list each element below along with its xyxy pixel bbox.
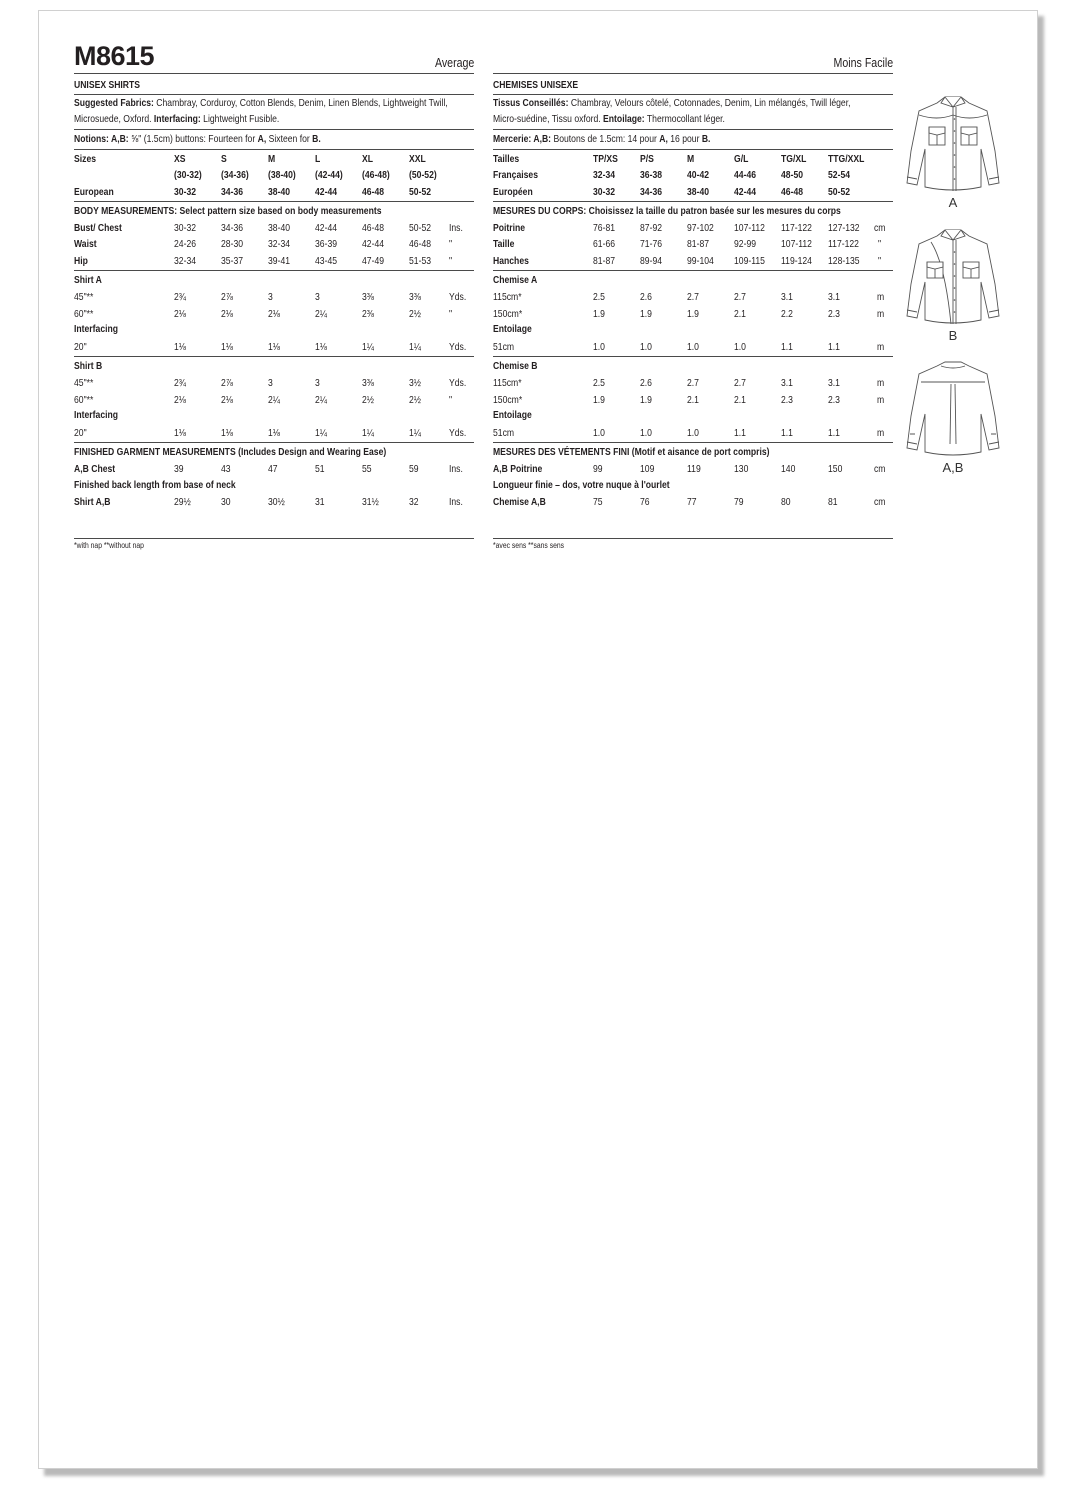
divider [74, 270, 474, 271]
divider [74, 201, 474, 202]
finished-measurements-heading: MESURES DES VÉTEMENTS FINI (Motif et aisance de port compris) [493, 446, 770, 458]
divider [493, 201, 893, 202]
divider [74, 149, 474, 150]
table-row: 150cm* 1.9 1.9 1.9 2.1 2.2 2.3 m [493, 308, 885, 320]
divider [493, 129, 893, 130]
shirt-a-heading: Shirt A [74, 274, 102, 286]
divider [74, 73, 474, 74]
european-sizes-row: European 30-32 34-36 38-40 42-44 46-48 50-52 [74, 186, 432, 198]
shirt-b-heading: Chemise B [493, 360, 538, 372]
shirt-a-front-icon [901, 91, 1005, 195]
footnote: *avec sens **sans sens [493, 541, 565, 550]
divider [74, 442, 474, 443]
divider [74, 538, 474, 539]
interfacing-heading: Interfacing [74, 409, 119, 421]
sizes-row: Tailles TP/XS P/S M G/L TG/XL TTG/XXL [493, 153, 865, 165]
table-row: 115cm* 2.5 2.6 2.7 2.7 3.1 3.1 m [493, 377, 885, 389]
divider [74, 129, 474, 130]
finished-length-heading: Finished back length from base of neck [74, 479, 236, 491]
table-row: 60"** 2⅛ 2⅛ 2⅛ 2¼ 2⅜ 2½ " [74, 308, 453, 320]
table-row: Bust/ Chest 30-32 34-36 38-40 42-44 46-48 50-52 Ins. [74, 222, 463, 234]
table-row: 51cm 1.0 1.0 1.0 1.1 1.1 1.1 m [493, 427, 885, 439]
french-sizes-row: Françaises 32-34 36-38 40-42 44-46 48-50 52-54 [493, 169, 851, 181]
interfacing-heading: Entoilage [493, 409, 532, 421]
table-row: A,B Poitrine 99 109 119 130 140 150 cm [493, 463, 886, 475]
interfacing-heading: Entoilage [493, 323, 532, 335]
divider [74, 356, 474, 357]
divider [493, 356, 893, 357]
difficulty-level: Moins Facile [833, 56, 893, 70]
illustration-view-back [901, 356, 1005, 475]
table-row: Chemise A,B 75 76 77 79 80 81 cm [493, 496, 886, 508]
view-label: A [948, 195, 958, 210]
body-measurements-heading: MESURES DU CORPS: Choisissez la taille du patron basée sur les mesures du corps [493, 205, 841, 217]
divider [493, 149, 893, 150]
shirt-a-heading: Chemise A [493, 274, 538, 286]
table-row: Waist 24-26 28-30 32-34 36-39 42-44 46-48 " [74, 238, 453, 250]
table-row: 45"** 2¾ 2⅞ 3 3 3⅜ 3⅜ Yds. [74, 291, 467, 303]
notions: Mercerie: A,B: Boutons de 1.5cm: 14 pour A, 16 pour B. [493, 133, 711, 145]
table-row: 150cm* 1.9 1.9 2.1 2.1 2.3 2.3 m [493, 394, 885, 406]
footnote: *with nap **without nap [74, 541, 144, 550]
illustration-view-a [901, 91, 1005, 210]
european-sizes-row: Européen 30-32 34-36 38-40 42-44 46-48 50-52 [493, 186, 851, 198]
table-row: 60"** 2⅛ 2⅛ 2¼ 2¼ 2½ 2½ " [74, 394, 453, 406]
interfacing-heading: Interfacing [74, 323, 119, 335]
shirt-back-icon [901, 356, 1005, 460]
divider [493, 73, 893, 74]
table-row: A,B Chest 39 43 47 51 55 59 Ins. [74, 463, 463, 475]
suggested-fabrics-cont: Micro-suédine, Tissu oxford. Entoilage: Thermocollant léger. [493, 113, 725, 125]
divider [493, 538, 893, 539]
table-row: 20" 1⅛ 1⅛ 1⅛ 1¼ 1¼ 1¼ Yds. [74, 427, 467, 439]
divider [74, 94, 474, 95]
suggested-fabrics-cont: Microsuede, Oxford. Interfacing: Lightweight Fusible. [74, 113, 280, 125]
difficulty-level: Average [434, 56, 474, 70]
view-label: A,B [942, 460, 964, 475]
table-row: 45"** 2¾ 2⅞ 3 3 3⅜ 3½ Yds. [74, 377, 467, 389]
suggested-fabrics: Suggested Fabrics: Chambray, Corduroy, Cotton Blends, Denim, Linen Blends, Lightweight Twill, [74, 97, 448, 109]
shirt-b-front-icon [901, 224, 1005, 328]
table-row: 51cm 1.0 1.0 1.0 1.0 1.1 1.1 m [493, 341, 885, 353]
table-row: Hanches 81-87 89-94 99-104 109-115 119-124 128-135 " [493, 255, 882, 267]
illustration-view-b [901, 224, 1005, 343]
sizes-row: Sizes XS S M L XL XXL [74, 153, 426, 165]
divider [493, 270, 893, 271]
section-heading: UNISEX SHIRTS [74, 79, 141, 91]
divider [493, 442, 893, 443]
table-row: Shirt A,B 29½ 30 30½ 31 31½ 32 Ins. [74, 496, 463, 508]
divider [493, 94, 893, 95]
table-row: Poitrine 76-81 87-92 97-102 107-112 117-122 127-132 cm [493, 222, 886, 234]
notions: Notions: A,B: ⅝" (1.5cm) buttons: Fourteen for A, Sixteen for B. [74, 133, 321, 145]
size-ranges-row: (30-32) (34-36) (38-40) (42-44) (46-48) (50-52) [174, 169, 437, 181]
shirt-b-heading: Shirt B [74, 360, 103, 372]
table-row: Hip 32-34 35-37 39-41 43-45 47-49 51-53 " [74, 255, 453, 267]
table-row: 115cm* 2.5 2.6 2.7 2.7 3.1 3.1 m [493, 291, 885, 303]
pattern-number: M8615 [74, 41, 155, 71]
finished-measurements-heading: FINISHED GARMENT MEASUREMENTS (Includes Design and Wearing Ease) [74, 446, 387, 458]
table-row: 20" 1⅛ 1⅛ 1⅛ 1⅛ 1¼ 1¼ Yds. [74, 341, 467, 353]
view-label: B [948, 328, 958, 343]
table-row: Taille 61-66 71-76 81-87 92-99 107-112 117-122 " [493, 238, 882, 250]
finished-length-heading: Longueur finie – dos, votre nuque à l'ourlet [493, 479, 670, 491]
suggested-fabrics: Tissus Conseillés: Chambray, Velours côtelé, Cotonnades, Denim, Lin mélangés, Twill léger, [493, 97, 851, 109]
pattern-envelope-page [38, 10, 1038, 1469]
section-heading: CHEMISES UNISEXE [493, 79, 579, 91]
body-measurements-heading: BODY MEASUREMENTS: Select pattern size based on body measurements [74, 205, 382, 217]
